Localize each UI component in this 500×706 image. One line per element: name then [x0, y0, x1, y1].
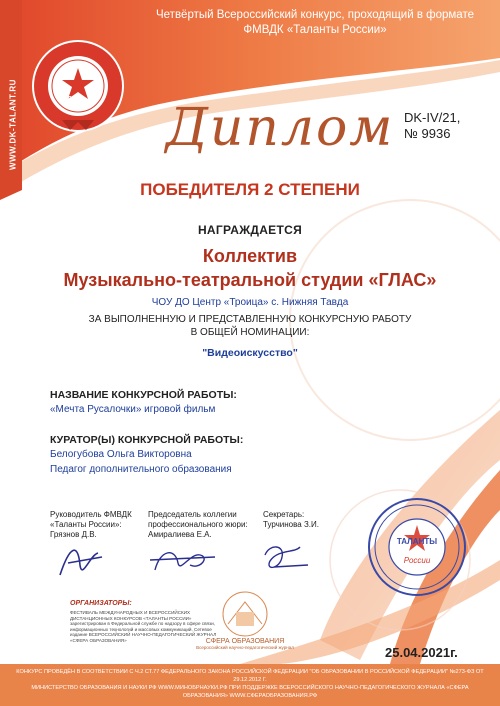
document-number-line2: № 9936 [404, 126, 451, 141]
header [140, 8, 490, 38]
signature-name: Турчинова З.И. [263, 520, 319, 529]
degree-title: ПОБЕДИТЕЛЯ 2 СТЕПЕНИ [140, 180, 360, 199]
side-url: WWW.DK-TALANT.RU [8, 79, 18, 170]
footer-line2: МИНИСТЕРСТВО ОБРАЗОВАНИЯ И НАУКИ РФ WWW.МИНОБРНАУКИ.РФ ПРИ ПОДДЕРЖКЕ ВСЕРОССИЙСКОГО НАУЧНО-ПЕДАГОГИЧЕСКОГО ЖУРНАЛА «СФЕРА ОБРАЗОВАНИЯ» WWW.СФЕРАОБРАЗОВАНИЯ.РФ [31, 685, 469, 699]
handwritten-signatures [50, 535, 330, 585]
curator-position: Педагог дополнительного образования [50, 464, 232, 475]
for-work-line1: ЗА ВЫПОЛНЕННУЮ И ПРЕДСТАВЛЕННУЮ КОНКУРСНУЮ РАБОТУ [88, 314, 412, 325]
badge-year: 2021 [64, 96, 80, 103]
signature-block-3 [263, 510, 319, 530]
nomination: "Видеоискусство" [202, 347, 298, 359]
contest-badge [30, 38, 126, 134]
footer-text [8, 668, 492, 700]
curator-name: Белогубова Ольга Викторовна [50, 449, 192, 460]
organizers-text: ФЕСТИВАЛЬ МЕЖДУНАРОДНЫХ И ВСЕРОССИЙСКИХ ДИСТАНЦИОННЫХ КОНКУРСОВ «ТАЛАНТЫ РОССИИ» зарегистрирован в Федеральной службе по надзору в сфере связи, информационных технологий и массовых коммуникаций. Сетевое издание ВСЕРОССИЙСКИЙ НАУЧНО-ПЕДАГОГИЧЕСКИЙ ЖУРНАЛ «СФЕРА ОБРАЗОВАНИЯ» [70, 610, 217, 643]
sfera-logo-subtitle: Всероссийский научно-педагогический журнал [196, 645, 294, 650]
winner-line1: Коллектив [202, 246, 298, 266]
signature-role: Секретарь: [263, 510, 305, 519]
signature-role: Руководитель ФМВДК [50, 510, 132, 519]
work-label: НАЗВАНИЕ КОНКУРСНОЙ РАБОТЫ: [50, 389, 237, 401]
winner-name [0, 244, 500, 292]
document-number [404, 110, 460, 142]
stamp-script-text: России [403, 556, 431, 565]
stamp-center-text: ТАЛАНТЫ [396, 537, 438, 546]
for-work-line2: В ОБЩЕЙ НОМИНАЦИИ: [190, 327, 310, 338]
header-line2: ФМВДК «Таланты России» [243, 24, 387, 36]
header-line1: Четвёртый Всероссийский конкурс, проходящий в формате [156, 9, 474, 21]
document-number-line1: DK-IV/21, [404, 110, 461, 125]
signature-role: «Таланты России»: [50, 520, 122, 529]
footer-line1: КОНКУРС ПРОВЕДЁН В СООТВЕТСТВИИ С Ч.2 СТ.77 ФЕДЕРАЛЬНОГО ЗАКОНА РОССИЙСКОЙ ФЕДЕРАЦИИ "ОБ ОБРАЗОВАНИИ В РОССИЙСКОЙ ФЕДЕРАЦИИ" №273-ФЗ ОТ 29.12.2012 Г. [16, 669, 484, 683]
sfera-logo-icon [220, 590, 270, 638]
work-value: «Мечта Русалочки» игровой фильм [50, 404, 216, 415]
issue-date: 25.04.2021г. [385, 645, 458, 660]
sfera-logo-text [195, 638, 295, 650]
sfera-logo-name: СФЕРА ОБРАЗОВАНИЯ [205, 638, 285, 645]
awarded-label: НАГРАЖДАЕТСЯ [197, 223, 303, 237]
diplom-title: Диплом [165, 98, 395, 158]
signature-name: Амиралиева Е.А. [148, 530, 212, 539]
signature-role: Председатель коллегии [148, 510, 237, 519]
signature-role: профессионального жюри: [148, 520, 248, 529]
winner-line2: Музыкально-театральной студии «ГЛАС» [63, 270, 437, 290]
organizers-label: ОРГАНИЗАТОРЫ: [70, 600, 132, 607]
official-stamp [367, 497, 467, 597]
signature-name: Грязнов Д.В. [50, 530, 97, 539]
organization-name: ЧОУ ДО Центр «Троица» с. Нижняя Тавда [151, 297, 349, 308]
for-work-text [0, 313, 500, 339]
curator-label: КУРАТОР(Ы) КОНКУРСНОЙ РАБОТЫ: [50, 434, 244, 446]
